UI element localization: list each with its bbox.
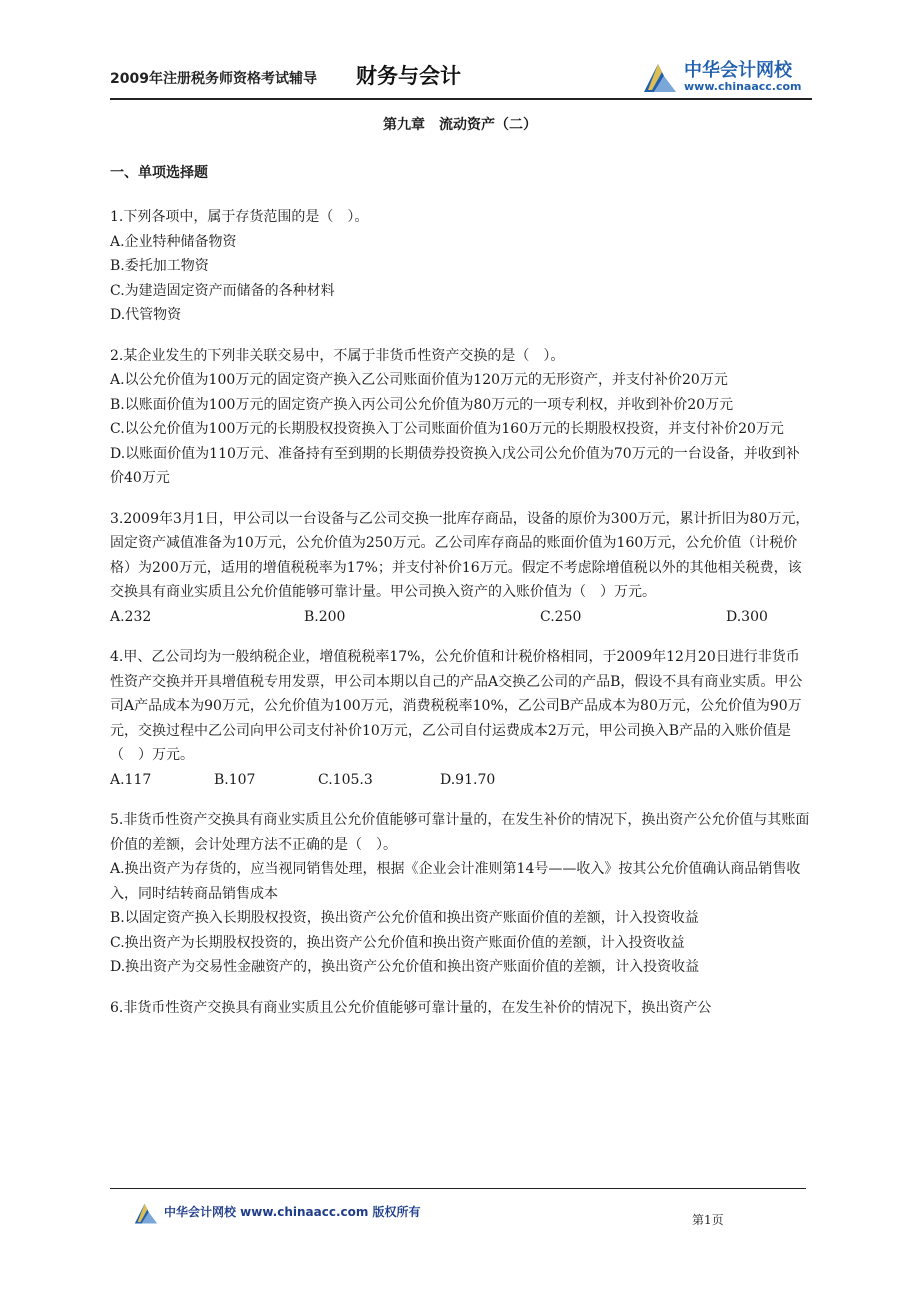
option: B.委托加工物资 — [110, 258, 209, 274]
question-stem: 2.某企业发生的下列非关联交易中，不属于非货币性资产交换的是（ ）。 — [110, 347, 565, 364]
option: B.200 — [304, 608, 346, 625]
question-stem: 3.2009年3月1日，甲公司以一台设备与乙公司交换一批库存商品，设备的原价为300万元，累计折旧为80万元，固定资产减值准备为10万元，公允价值为250万元。乙公司库存商品的账面价值为160万元，公允价值（计税价格）为200万元，适用的增值税税率为17%；并支付补价16万元。假定不考虑除增值税以外的其他相关税费，该交换具有商业实质且公允价值能够可靠计量。甲公司换入资产的入账价值为（ ）万元。 — [110, 510, 810, 600]
option: D.300 — [726, 608, 768, 625]
question-stem: 1.下列各项中，属于存货范围的是（ ）。 — [110, 209, 369, 225]
option: B.107 — [214, 771, 256, 788]
question — [110, 344, 812, 491]
logo-name: 中华会计网校 — [684, 60, 792, 81]
question — [110, 996, 812, 1021]
chapter-title: 第九章 流动资产（二） — [383, 117, 537, 133]
option: C.换出资产为长期股权投资的，换出资产公允价值和换出资产账面价值的差额，计入投资收益 — [110, 934, 685, 951]
page-header — [110, 52, 812, 100]
option: C.105.3 — [318, 771, 373, 788]
option: D.91.70 — [440, 771, 496, 788]
option: A.换出资产为存货的，应当视同销售处理，根据《企业会计准则第14号——收入》按其公允价值确认商品销售收入，同时结转商品销售成本 — [110, 861, 801, 902]
logo-url: www.chinaacc.com — [684, 80, 802, 93]
exam-title: 2009年注册税务师资格考试辅导 — [110, 71, 317, 87]
option: A.以公允价值为100万元的固定资产换入乙公司账面价值为120万元的无形资产，并支付补价20万元 — [110, 372, 728, 388]
logo-triangle-icon — [640, 60, 680, 94]
question-stem: 5.非货币性资产交换具有商业实质且公允价值能够可靠计量的，在发生补价的情况下，换出资产公允价值与其账面价值的差额，会计处理方法不正确的是（ ）。 — [110, 812, 810, 853]
option: B.以固定资产换入长期股权投资，换出资产公允价值和换出资产账面价值的差额，计入投资收益 — [110, 910, 699, 926]
option: A.117 — [110, 771, 152, 788]
option: D.以账面价值为110万元、准备持有至到期的长期债券投资换入戊公司公允价值为70万元的一台设备，并收到补价40万元 — [110, 445, 800, 486]
page-number: 第1页 — [692, 1213, 724, 1227]
question-stem: 6.非货币性资产交换具有商业实质且公允价值能够可靠计量的，在发生补价的情况下，换出资产公 — [110, 999, 712, 1016]
question-stem: 4.甲、乙公司均为一般纳税企业，增值税税率17%，公允价值和计税价格相同，于2009年12月20日进行非货币性资产交换并开具增值税专用发票，甲公司本期以自己的产品A交换乙公司的产品B，假设不具有商业实质。甲公司A产品成本为90万元，公允价值为100万元，消费税税率10%，乙公司B产品成本为80万元，公允价值为90万元，交换过程中乙公司向甲公司支付补价10万元，乙公司自付运费成本2万元，甲公司换入B产品的入账价值是（ ）万元。 — [110, 649, 803, 763]
question-list — [110, 205, 812, 1036]
option-row — [110, 768, 812, 793]
subject-title: 财务与会计 — [356, 64, 461, 88]
question — [110, 205, 812, 328]
question — [110, 507, 812, 630]
option: D.换出资产为交易性金融资产的，换出资产公允价值和换出资产账面价值的差额，计入投资收益 — [110, 959, 700, 975]
option: B.以账面价值为100万元的固定资产换入丙公司公允价值为80万元的一项专利权，并收到补价20万元 — [110, 396, 734, 413]
option: A.企业特种储备物资 — [110, 233, 237, 250]
option: D.代管物资 — [110, 307, 182, 323]
footer-copyright[interactable]: 中华会计网校 www.chinaacc.com 版权所有 — [164, 1205, 421, 1219]
question — [110, 808, 812, 980]
option: A.232 — [110, 608, 152, 625]
option-row — [110, 605, 812, 630]
page-footer — [110, 1188, 806, 1227]
option: C.为建造固定资产而储备的各种材料 — [110, 282, 335, 299]
chinaacc-logo[interactable] — [640, 54, 812, 98]
footer-logo-icon — [132, 1201, 160, 1225]
section-title: 一、单项选择题 — [110, 165, 208, 181]
option: C.250 — [540, 608, 582, 625]
option: C.以公允价值为100万元的长期股权投资换入丁公司账面价值为160万元的长期股权投资，并支付补价20万元 — [110, 421, 784, 437]
question — [110, 645, 812, 792]
